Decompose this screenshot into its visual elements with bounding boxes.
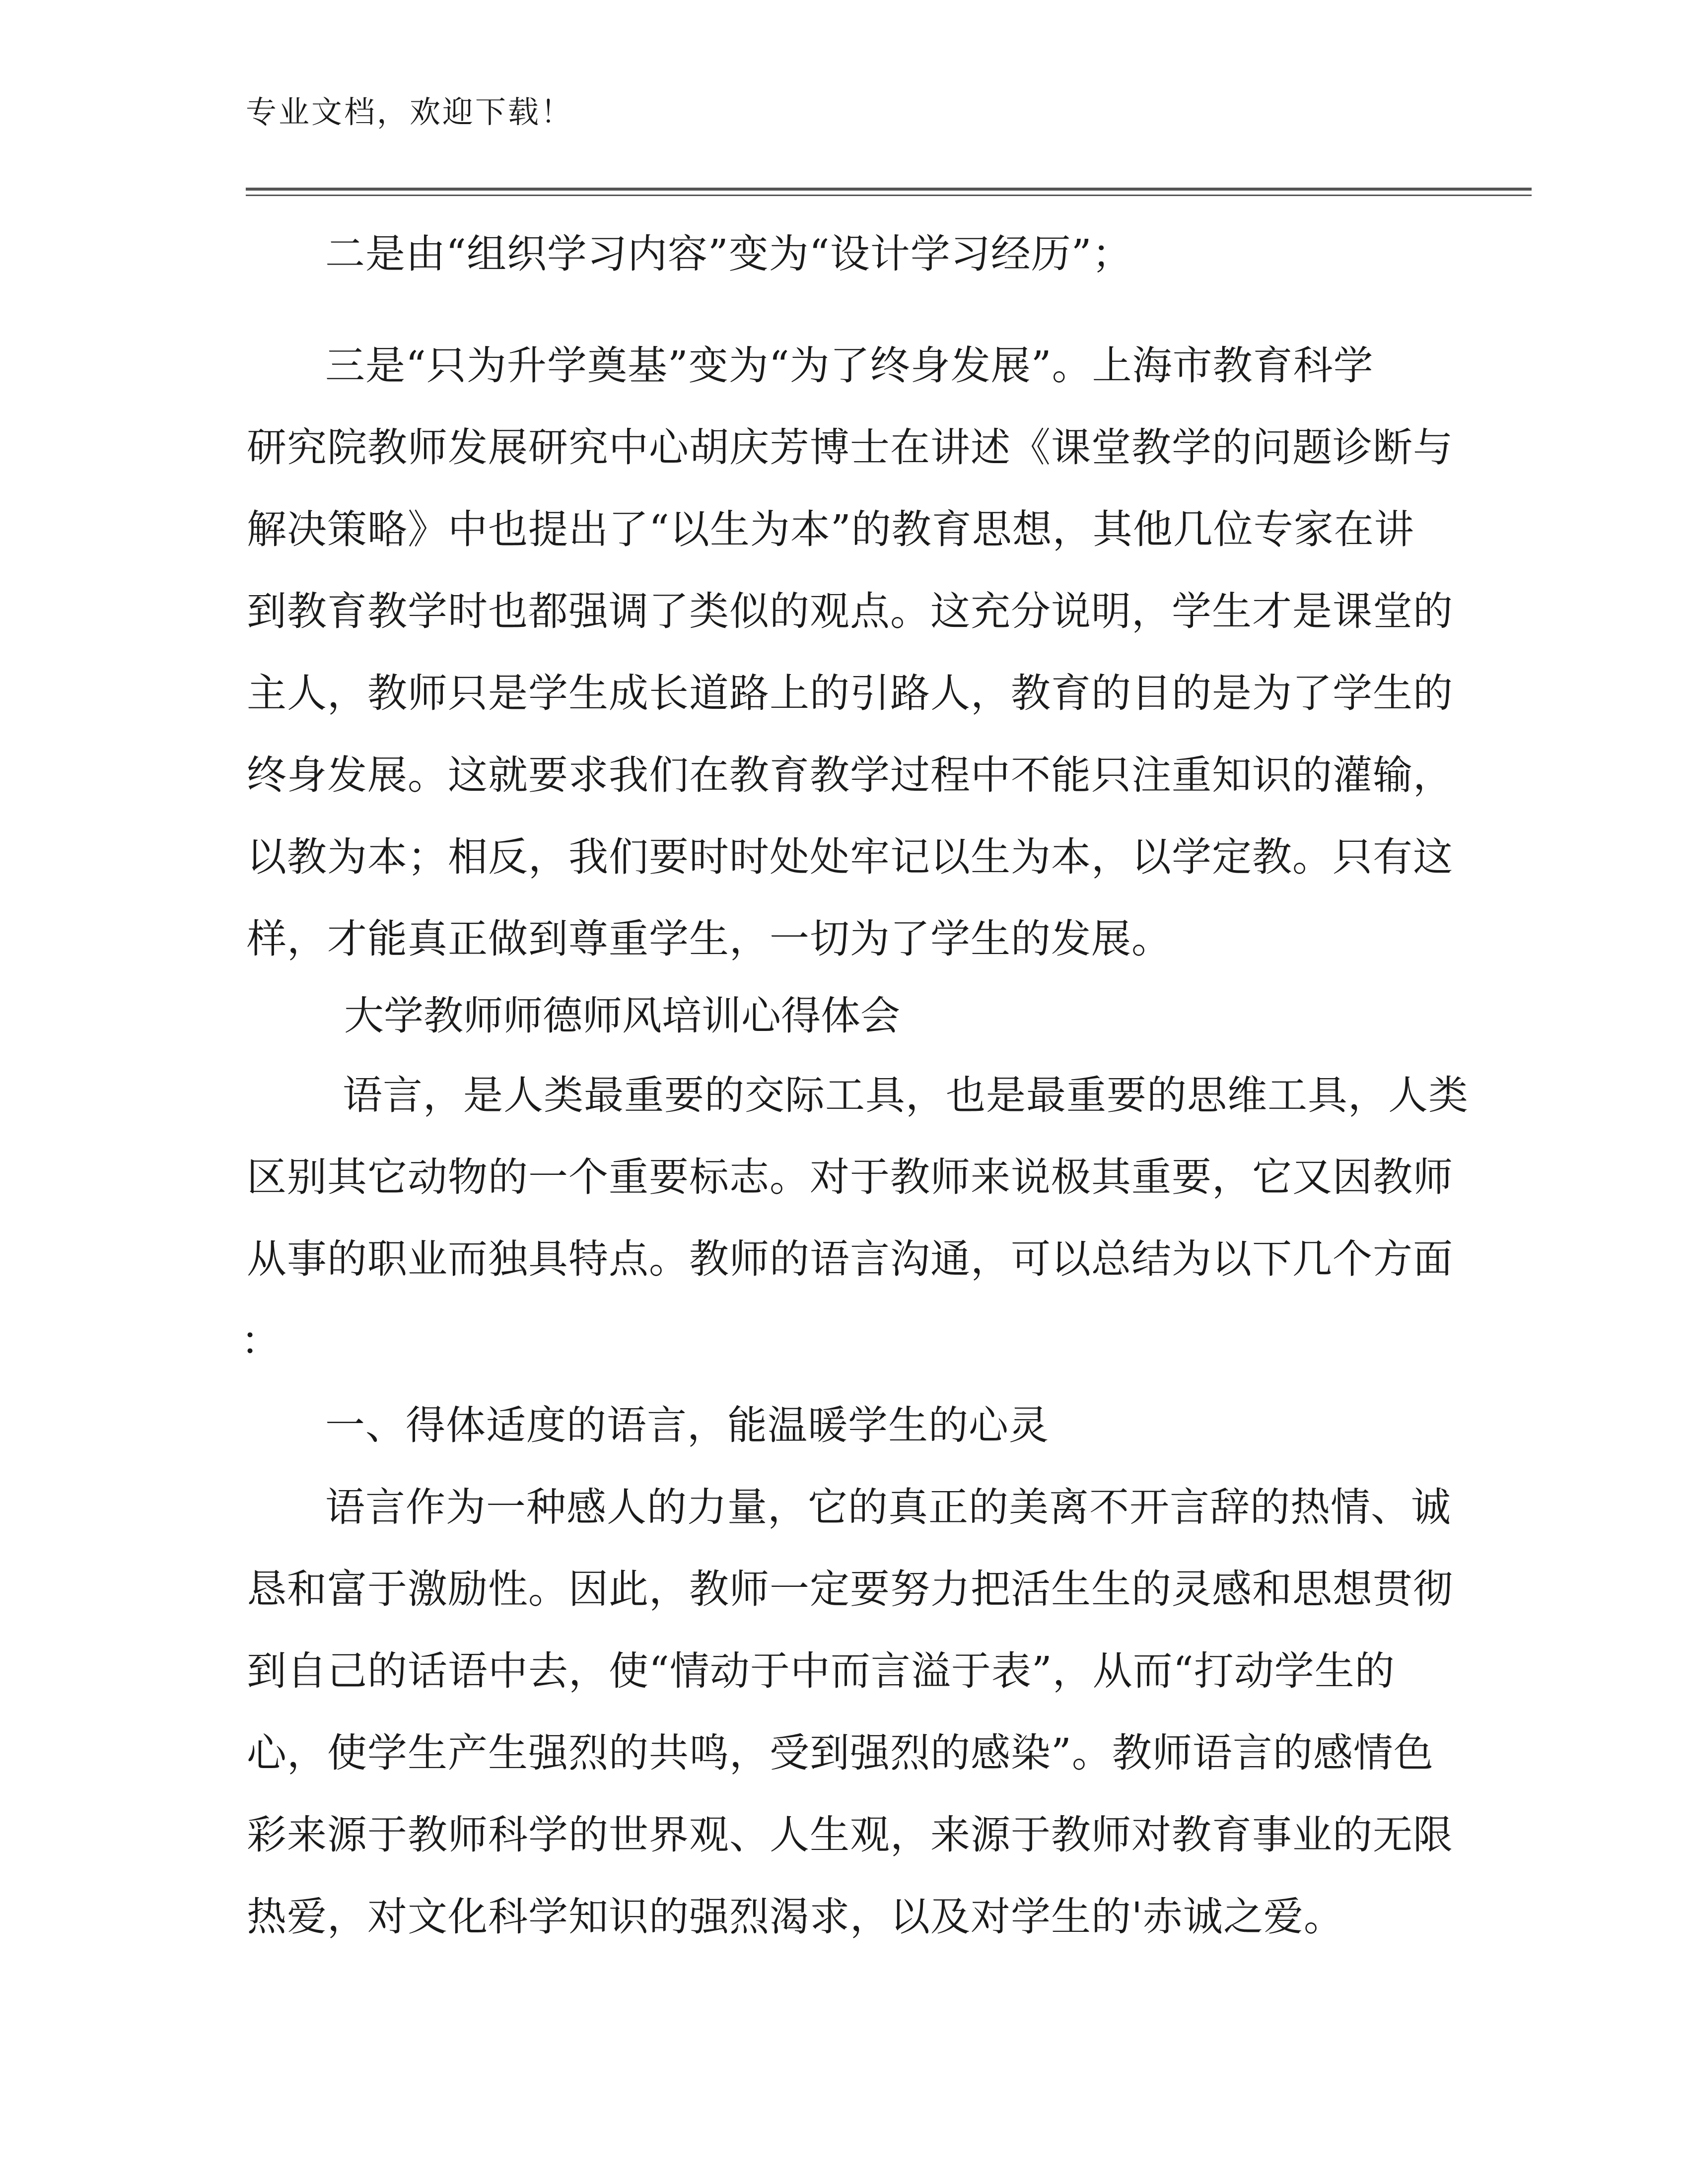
paragraph-line: 解决策略》中也提出了“以生为本”的教育思想，其他几位专家在讲 [247, 506, 1414, 552]
paragraph-line: 彩来源于教师科学的世界观、人生观，来源于教师对教育事业的无限 [247, 1812, 1453, 1858]
paragraph-line: 三是“只为升学奠基”变为“为了终身发展”。上海市教育科学 [325, 342, 1374, 389]
paragraph-line: 主人，教师只是学生成长道路上的引路人，教育的目的是为了学生的 [247, 670, 1453, 716]
paragraph-line: 二是由“组织学习内容”变为“设计学习经历”； [325, 231, 1132, 277]
paragraph-line: 研究院教师发展研究中心胡庆芳博士在讲述《课堂教学的问题诊断与 [247, 424, 1453, 471]
header-rule-thick [246, 188, 1532, 191]
paragraph-line: 语言，是人类最重要的交际工具，也是最重要的思维工具，人类 [343, 1072, 1469, 1118]
paragraph-line: 样，才能真正做到尊重学生，一切为了学生的发展。 [247, 916, 1172, 962]
paragraph-line: 热爱，对文化科学知识的强烈渴求，以及对学生的'赤诚之爱。 [247, 1894, 1344, 1940]
paragraph-line: ： [241, 1318, 281, 1364]
paragraph-line: 以教为本；相反，我们要时时处处牢记以生为本，以学定教。只有这 [247, 834, 1453, 880]
section-title: 大学教师师德师风培训心得体会 [344, 993, 900, 1039]
header-rule-thin [246, 195, 1532, 196]
paragraph-line: 到教育教学时也都强调了类似的观点。这充分说明，学生才是课堂的 [247, 588, 1453, 634]
paragraph-line: 心，使学生产生强烈的共鸣，受到强烈的感染”。教师语言的感情色 [247, 1730, 1434, 1776]
paragraph-line: 区别其它动物的一个重要标志。对于教师来说极其重要，它又因教师 [247, 1154, 1453, 1200]
paragraph-line: 到自己的话语中去，使“情动于中而言溢于表”，从而“打动学生的 [247, 1648, 1395, 1694]
subheading-line: 一、得体适度的语言，能温暖学生的心灵 [325, 1402, 1049, 1448]
paragraph-line: 恳和富于激励性。因此，教师一定要努力把活生生的灵感和思想贯彻 [247, 1566, 1453, 1612]
paragraph-line: 语言作为一种感人的力量，它的真正的美离不开言辞的热情、诚 [325, 1484, 1451, 1530]
paragraph-line: 从事的职业而独具特点。教师的语言沟通，可以总结为以下几个方面 [247, 1236, 1453, 1282]
paragraph-line: 终身发展。这就要求我们在教育教学过程中不能只注重知识的灌输， [247, 752, 1453, 798]
page-header: 专业文档，欢迎下载！ [246, 94, 574, 130]
